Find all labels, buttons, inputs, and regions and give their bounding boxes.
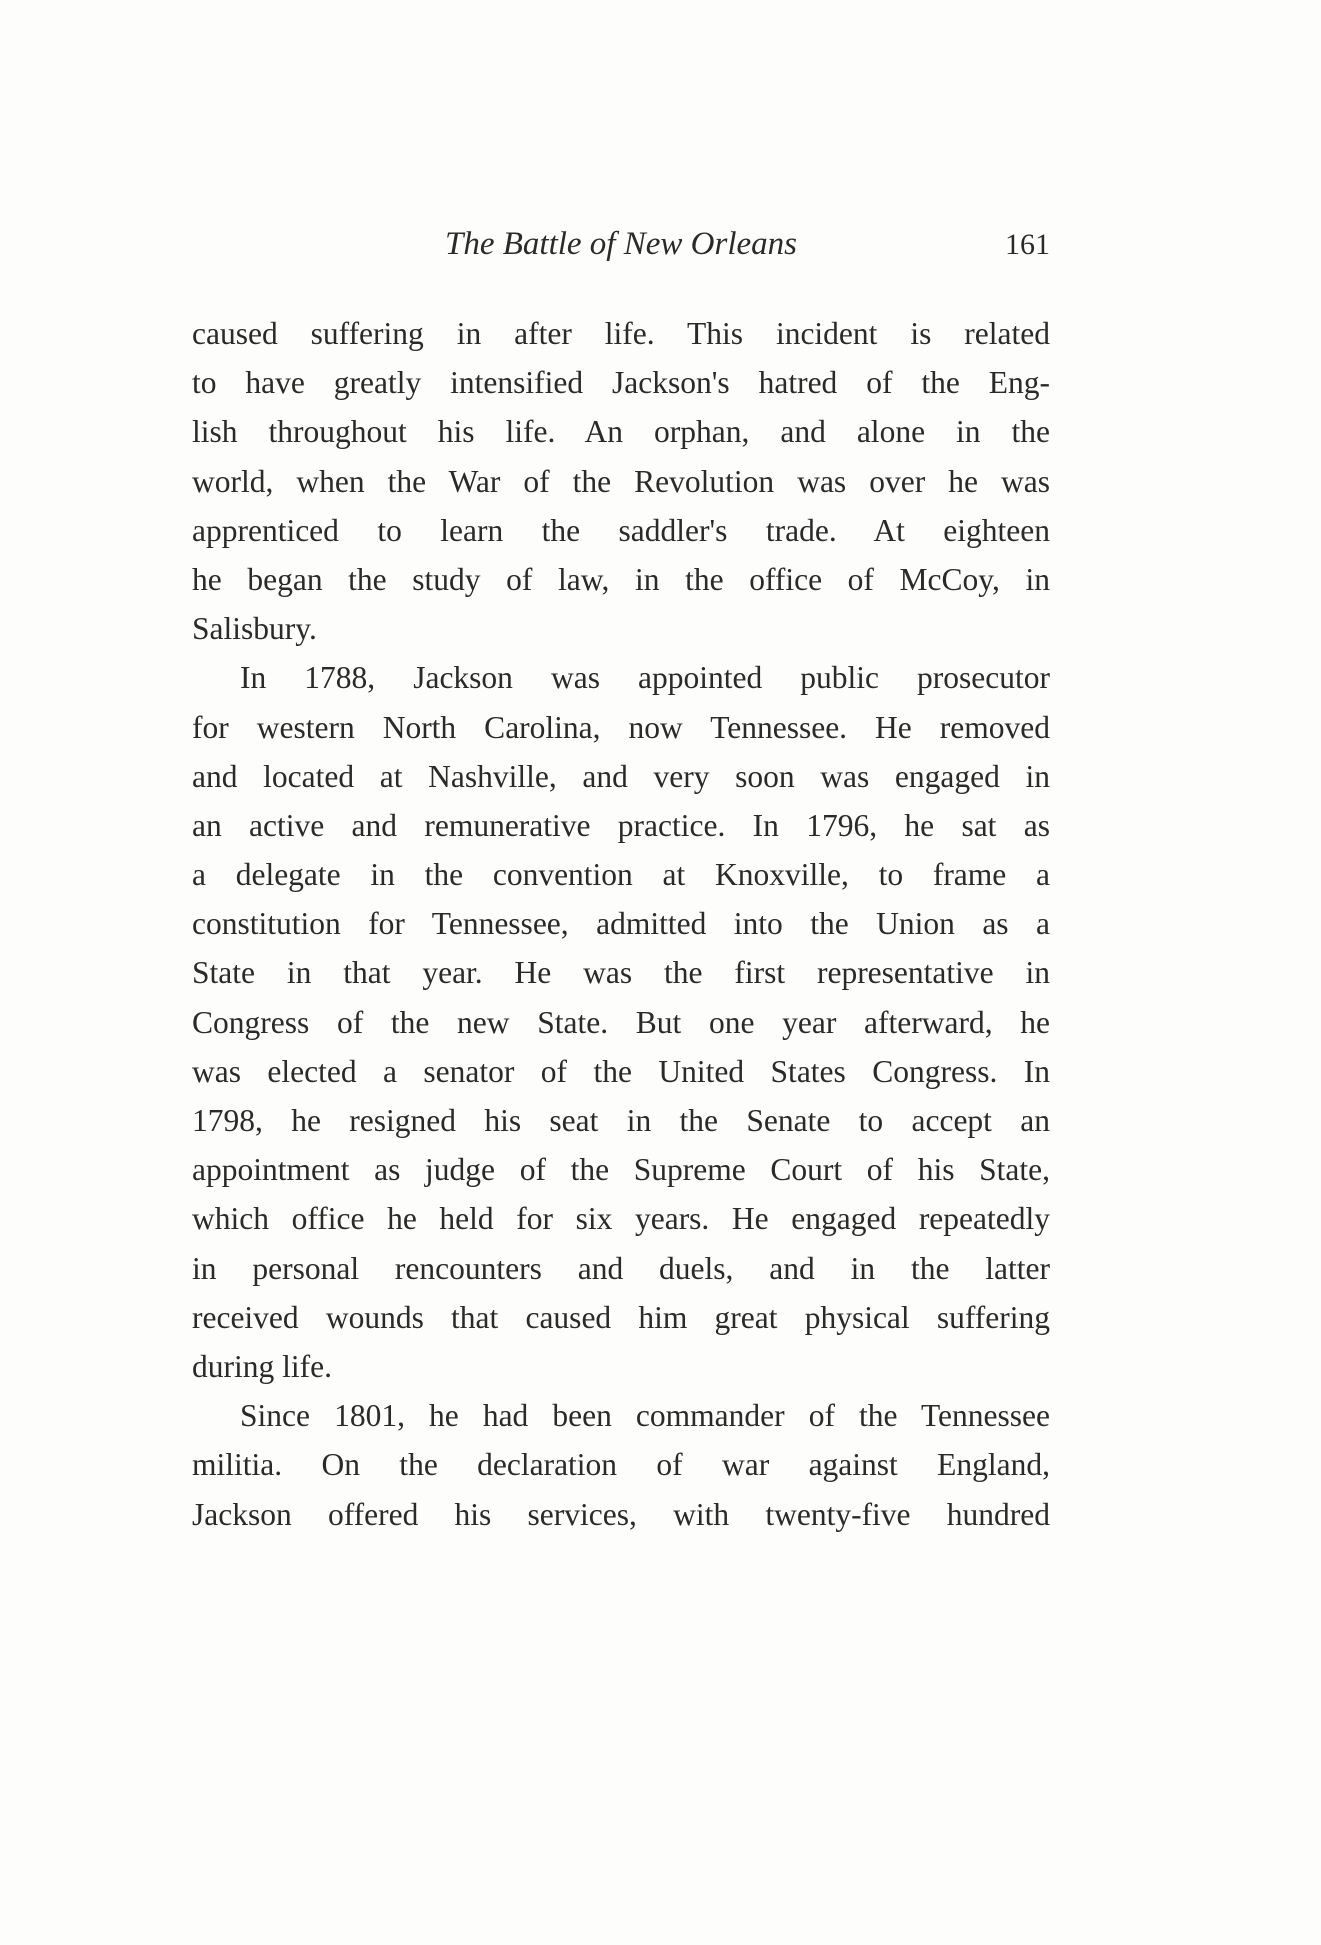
text-line: [192, 1490, 1050, 1539]
text-line-content: Congress of the new State. But one year afterward, he: [192, 1004, 1050, 1040]
text-line: [192, 1194, 1050, 1243]
text-line: [192, 752, 1050, 801]
page-number: 161: [1005, 228, 1050, 261]
text-line-content: Since 1801, he had been commander of the Tennessee: [240, 1398, 1050, 1434]
text-line: [192, 948, 1050, 997]
text-line: [192, 358, 1050, 407]
text-line: [192, 653, 1050, 702]
text-line-content: In 1788, Jackson was appointed public prosecutor: [240, 660, 1050, 696]
text-line-content: caused suffering in after life. This incident is related: [192, 316, 1050, 351]
text-line-content: in personal rencounters and duels, and in the latter: [192, 1250, 1050, 1286]
text-line-content: apprenticed to learn the saddler's trade. At eighteen: [192, 512, 1050, 548]
text-line-content: and located at Nashville, and very soon was engaged in: [192, 758, 1050, 794]
text-line: [192, 1047, 1050, 1096]
text-line-content: to have greatly intensified Jackson's hatred of the Eng-: [192, 365, 1050, 401]
text-line-content: militia. On the declaration of war against England,: [192, 1447, 1050, 1483]
running-title: The Battle of New Orleans: [445, 226, 797, 262]
text-line: [192, 457, 1050, 506]
text-line-content: which office he held for six years. He engaged repeatedly: [192, 1201, 1050, 1237]
body-text: [192, 309, 1050, 1539]
text-line-content: an active and remunerative practice. In 1796, he sat as: [192, 807, 1050, 843]
text-line: [192, 1391, 1050, 1440]
text-line-content: appointment as judge of the Supreme Court of his State,: [192, 1152, 1050, 1188]
text-line-content: was elected a senator of the United States Congress. In: [192, 1053, 1050, 1089]
text-line-content: he began the study of law, in the office of McCoy, in: [192, 561, 1050, 597]
text-line: [192, 1096, 1050, 1145]
text-line: [192, 850, 1050, 899]
text-line: [192, 1293, 1050, 1342]
text-line: [192, 1440, 1050, 1489]
text-line: [192, 801, 1050, 850]
text-line: [192, 555, 1050, 604]
text-line-content: for western North Carolina, now Tennessee. He removed: [192, 709, 1050, 745]
text-line: [192, 998, 1050, 1047]
text-line-content: received wounds that caused him great physical suffering: [192, 1299, 1050, 1335]
text-line-content: State in that year. He was the first representative in: [192, 955, 1050, 991]
text-line-content: 1798, he resigned his seat in the Senate to accept an: [192, 1103, 1050, 1138]
text-line: [192, 899, 1050, 948]
text-line: [192, 506, 1050, 555]
text-line-content: lish throughout his life. An orphan, and alone in the: [192, 414, 1050, 450]
text-line: [192, 703, 1050, 752]
text-line-content: during life.: [192, 1348, 332, 1384]
text-line: [192, 1342, 1050, 1391]
text-line-content: Salisbury.: [192, 611, 317, 647]
text-line: [192, 1244, 1050, 1293]
text-line: [192, 309, 1050, 358]
text-line-content: world, when the War of the Revolution was over he was: [192, 463, 1050, 499]
text-line-content: constitution for Tennessee, admitted into the Union as a: [192, 906, 1050, 942]
text-line-content: Jackson offered his services, with twenty-five hundred: [192, 1496, 1050, 1532]
text-line: [192, 1145, 1050, 1194]
text-line: [192, 604, 1050, 653]
page-header: [192, 226, 1050, 270]
text-line: [192, 407, 1050, 456]
text-line-content: a delegate in the convention at Knoxville, to frame a: [192, 857, 1050, 893]
